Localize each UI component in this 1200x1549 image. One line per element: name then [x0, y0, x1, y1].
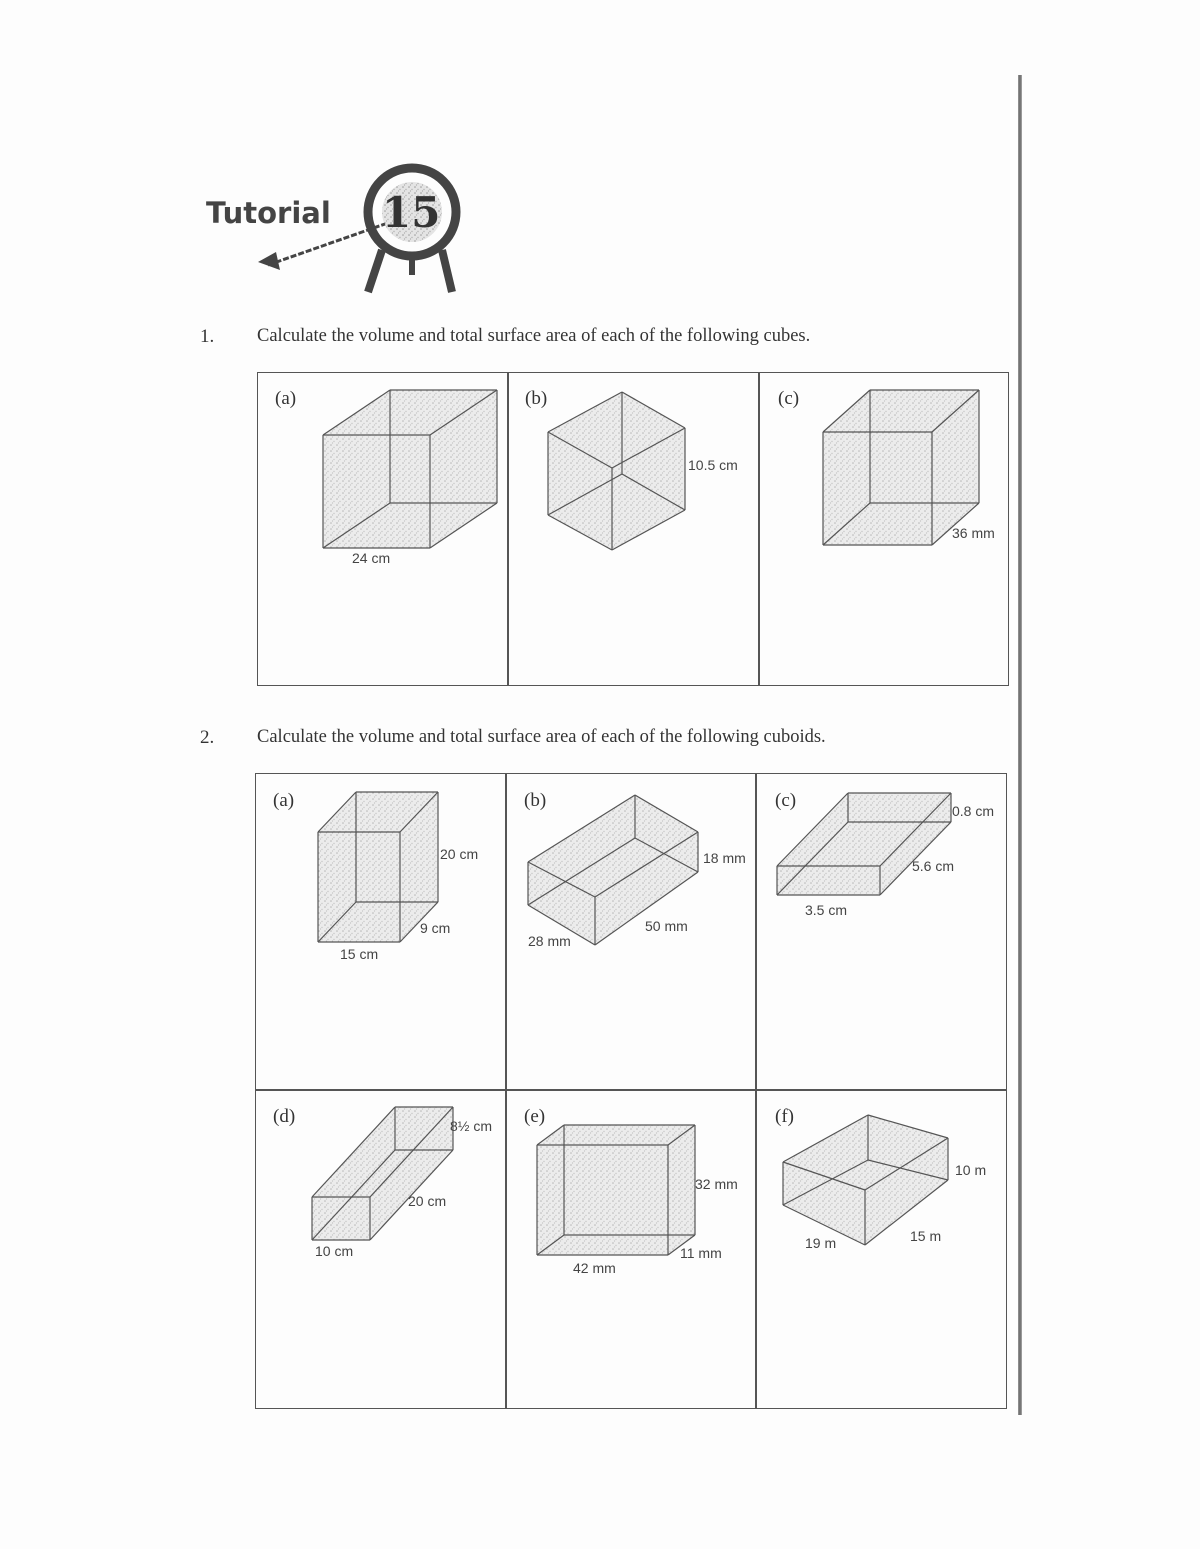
logo-word: Tutorial	[206, 196, 331, 230]
q1-a-label: (a)	[275, 388, 297, 409]
q2-d-dim-length: 20 cm	[408, 1193, 447, 1209]
question-1-number: 1.	[200, 326, 215, 347]
q2-a-dim-height: 20 cm	[440, 846, 479, 862]
q2-f-dim-height: 10 m	[955, 1162, 987, 1178]
q2-b-label: (b)	[524, 790, 547, 811]
divider	[755, 773, 757, 1409]
q2-e-dim-height: 32 mm	[695, 1176, 738, 1192]
q2-f-dim-width: 19 m	[805, 1235, 837, 1251]
q2-b-dim-width: 28 mm	[528, 933, 571, 949]
question-1-table	[257, 372, 1009, 686]
q1-b-label: (b)	[525, 388, 548, 409]
question-1-text: Calculate the volume and total surface area of each of the following cubes.	[257, 326, 811, 346]
divider	[507, 372, 509, 686]
question-2-table	[255, 773, 1007, 1409]
q2-d-dim-height: 8½ cm	[450, 1118, 493, 1134]
q1-c-dim: 36 mm	[952, 525, 995, 541]
q2-b-dim-height: 18 mm	[703, 850, 746, 866]
divider	[255, 1089, 1007, 1091]
q1-b-dim: 10.5 cm	[688, 457, 738, 473]
q2-a-dim-depth: 9 cm	[420, 920, 451, 936]
question-2-number: 2.	[200, 727, 215, 748]
question-2-text: Calculate the volume and total surface area of each of the following cuboids.	[257, 727, 826, 747]
q2-c-dim-depth: 5.6 cm	[912, 858, 955, 874]
q2-b-dim-length: 50 mm	[645, 918, 688, 934]
q2-d-label: (d)	[273, 1106, 296, 1127]
q2-e-dim-depth: 11 mm	[680, 1245, 722, 1261]
q2-a-dim-width: 15 cm	[340, 946, 379, 962]
q2-c-dim-width: 3.5 cm	[805, 902, 848, 918]
q2-f-label: (f)	[775, 1106, 794, 1127]
q2-e-dim-width: 42 mm	[573, 1260, 616, 1276]
q2-c-dim-height: 0.8 cm	[952, 803, 995, 819]
q2-a-label: (a)	[273, 790, 295, 811]
divider	[758, 372, 760, 686]
q2-f-dim-depth: 15 m	[910, 1228, 942, 1244]
q1-c-label: (c)	[778, 388, 800, 409]
logo-number: 15	[382, 188, 441, 237]
q2-e-label: (e)	[524, 1106, 546, 1127]
divider	[505, 773, 507, 1409]
q2-d-dim-width: 10 cm	[315, 1243, 354, 1259]
q1-a-dim: 24 cm	[352, 550, 391, 566]
q2-c-label: (c)	[775, 790, 797, 811]
